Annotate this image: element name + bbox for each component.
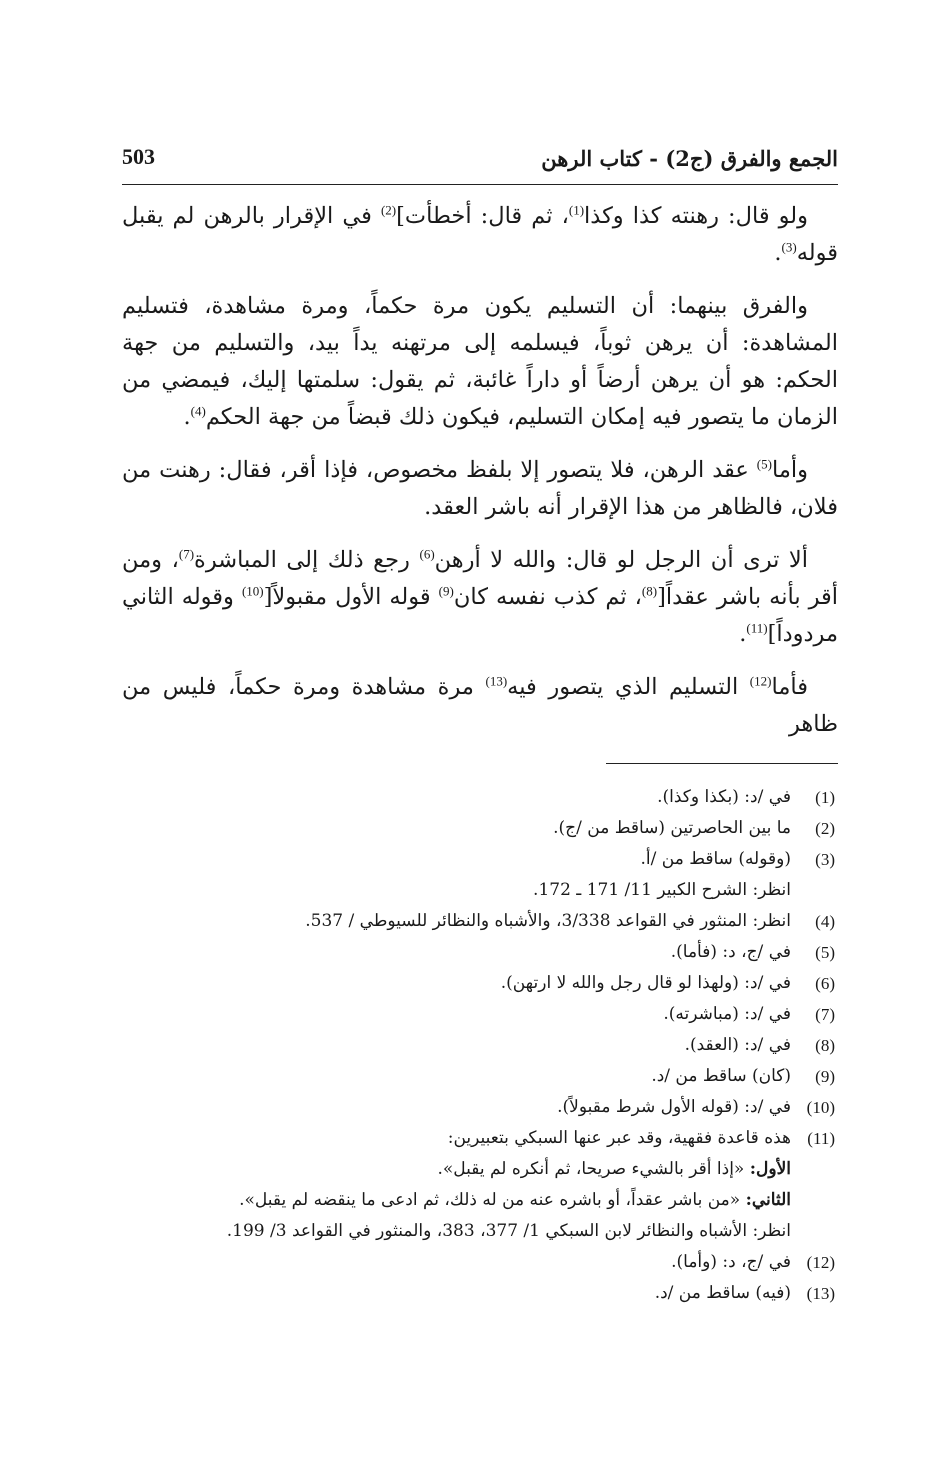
footnote-body — [122, 813, 791, 844]
footnote-text: انظر: الشرح الكبير 11/ 171 ـ 172. — [533, 880, 791, 900]
footnote-line — [122, 1030, 791, 1061]
footnote-text: في /ج، د: (فأما). — [670, 942, 791, 962]
book-page — [122, 136, 838, 1309]
footnote-number: (13) — [806, 1284, 835, 1303]
footnote — [122, 782, 835, 813]
footnote — [122, 937, 835, 968]
footnote-body — [122, 844, 791, 906]
footnote-number: (3) — [815, 850, 835, 869]
paragraph-text: ألا ترى أن الرجل لو قال: والله لا أرهن — [434, 547, 809, 573]
footnote-text: في /د: (مباشرته). — [663, 1004, 791, 1024]
footnote — [122, 999, 835, 1030]
footnote-label: الأول: — [749, 1159, 791, 1179]
paragraph-text: وأما — [771, 457, 808, 483]
paragraph-text: وقوله الثاني مردوداً] — [122, 584, 838, 647]
footnote-text: (فيه) ساقط من /د. — [654, 1283, 791, 1303]
footnote-ref: (6) — [419, 546, 435, 562]
footnote-body — [122, 937, 791, 968]
footnote-body — [122, 1123, 791, 1247]
header-rule — [122, 184, 838, 185]
footnote-text: في /د: (بكذا وكذا). — [657, 787, 791, 807]
footnote-line — [122, 1092, 791, 1123]
footnote-body — [122, 1247, 791, 1278]
footnote — [122, 813, 835, 844]
paragraph — [122, 542, 838, 653]
footnote-number: (12) — [806, 1253, 835, 1272]
footnote-body — [122, 968, 791, 999]
footnote-number: (11) — [807, 1129, 835, 1148]
footnote-text: ما بين الحاصرتين (ساقط من /ج). — [553, 818, 791, 838]
page-number: 503 — [122, 144, 155, 169]
footnote-ref: (8) — [641, 583, 658, 599]
footnote-number: (1) — [815, 788, 835, 807]
paragraph-text: ، ثم كذب نفسه كان — [453, 584, 642, 610]
footnote-ref: (11) — [746, 620, 768, 636]
footnote-text: هذه قاعدة فقهية، وقد عبر عنها السبكي بتعبيرين: — [447, 1128, 791, 1148]
footnote-ref: (7) — [178, 546, 195, 562]
paragraph-text: ، ثم قال: أخطأت] — [396, 203, 569, 229]
footnote-number: (2) — [815, 819, 835, 838]
paragraph-text: والفرق بينهما: أن التسليم يكون مرة حكماً، ومرة مشاهدة، فتسليم المشاهدة: أن يرهن ثوباً، فيسلمه إلى مرتهنه يداً بيد، والتسليم من جهة الحكم: هو أن يرهن أرضاً أو داراً غائبة، ثم يقول: سلمتها إليك، فيمضي من الزمان ما يتصور فيه إمكان التسليم، فيكون ذلك قبضاً من جهة الحكم — [122, 293, 838, 430]
footnote-label: الثاني: — [745, 1190, 791, 1210]
footnote-body — [122, 1278, 791, 1309]
footnote-separator — [606, 763, 838, 764]
footnote-number: (8) — [815, 1036, 835, 1055]
footnote-text: في /د: (قوله الأول شرط مقبولاً). — [557, 1097, 791, 1117]
paragraph-text: التسليم الذي يتصور فيه — [507, 674, 750, 700]
footnote-body — [122, 999, 791, 1030]
paragraph-text: ولو قال: رهنته كذا وكذا — [584, 203, 809, 229]
footnote-line — [122, 782, 791, 813]
footnote-line — [122, 1247, 791, 1278]
footnote-line — [122, 813, 791, 844]
running-title: الجمع والفرق (ج2) - كتاب الرهن — [541, 146, 838, 171]
footnote-line — [122, 1154, 791, 1185]
footnote-number: (9) — [815, 1067, 835, 1086]
footnote-number: (10) — [806, 1098, 835, 1117]
footnote-ref: (1) — [568, 202, 585, 218]
footnote — [122, 844, 835, 906]
footnote-number: (4) — [815, 912, 835, 931]
footnote — [122, 1278, 835, 1309]
paragraph-text: قوله الأول مقبولاً[ — [263, 584, 439, 610]
paragraph — [122, 288, 838, 436]
footnote-text: (كان) ساقط من /د. — [651, 1066, 791, 1086]
footnote — [122, 1092, 835, 1123]
footnote-text: في /ج، د: (وأما). — [671, 1252, 791, 1272]
footnote-line — [122, 1123, 791, 1154]
footnote-body — [122, 1030, 791, 1061]
footnote — [122, 1247, 835, 1278]
paragraph-text: في الإقرار بالرهن لم يقبل قوله — [122, 203, 838, 266]
footnote-number: (5) — [815, 943, 835, 962]
footnote — [122, 1061, 835, 1092]
footnote-ref: (10) — [241, 583, 264, 599]
footnote-body — [122, 1061, 791, 1092]
footnote-text: «من باشر عقداً، أو باشره عنه من له ذلك، ثم ادعى ما ينقضه لم يقبل». — [239, 1190, 746, 1210]
main-text — [122, 198, 838, 743]
footnote-line — [122, 999, 791, 1030]
footnote-line — [122, 968, 791, 999]
page-header — [122, 136, 838, 180]
footnote-body — [122, 782, 791, 813]
paragraph-text: ، ومن أقر بأنه باشر عقداً[ — [122, 547, 838, 610]
footnote-ref: (2) — [380, 202, 397, 218]
paragraph-text: . — [183, 404, 191, 430]
footnote-text: انظر: المنثور في القواعد 3/338، والأشباه والنظائر للسيوطي / 537. — [305, 911, 791, 931]
footnotes — [122, 782, 838, 1309]
footnote-ref: (5) — [756, 456, 772, 472]
footnote-line — [122, 1278, 791, 1309]
footnote-line — [122, 875, 791, 906]
footnote-text: في /د: (ولهذا لو قال رجل والله لا ارتهن). — [500, 973, 791, 993]
footnote-ref: (3) — [781, 239, 797, 255]
footnote-ref: (13) — [485, 673, 508, 689]
paragraph-text: رجع ذلك إلى المباشرة — [194, 547, 420, 573]
paragraph-text: . — [774, 240, 782, 266]
footnote-line — [122, 1185, 791, 1216]
footnote-line — [122, 1061, 791, 1092]
paragraph — [122, 452, 838, 526]
footnote-text: في /د: (العقد). — [684, 1035, 791, 1055]
paragraph-text: عقد الرهن، فلا يتصور إلا بلفظ مخصوص، فإذا أقر، فقال: رهنت من فلان، فالظاهر من هذا الإقرار أنه باشر العقد. — [122, 457, 838, 520]
paragraph — [122, 669, 838, 743]
paragraph-text: . — [739, 621, 747, 647]
footnote — [122, 906, 835, 937]
footnote-ref: (4) — [190, 403, 206, 419]
paragraph-text: فأما — [771, 674, 808, 700]
footnote-line — [122, 906, 791, 937]
footnote — [122, 1030, 835, 1061]
footnote-line — [122, 844, 791, 875]
footnote-body — [122, 1092, 791, 1123]
footnote-body — [122, 906, 791, 937]
footnote-ref: (9) — [438, 583, 454, 599]
footnote-number: (6) — [815, 974, 835, 993]
paragraph-text: مرة مشاهدة ومرة حكماً، فليس من ظاهر — [122, 674, 838, 737]
footnote-text: انظر: الأشباه والنظائر لابن السبكي 1/ 377، 383، والمنثور في القواعد 3/ 199. — [226, 1221, 791, 1241]
footnote-text: (وقوله) ساقط من /أ. — [640, 849, 791, 869]
footnote — [122, 968, 835, 999]
footnote-ref: (12) — [749, 673, 772, 689]
footnote-line — [122, 937, 791, 968]
paragraph — [122, 198, 838, 272]
footnote-line — [122, 1216, 791, 1247]
footnote — [122, 1123, 835, 1247]
footnote-number: (7) — [815, 1005, 835, 1024]
footnote-text: «إذا أقر بالشيء صريحا، ثم أنكره لم يقبل». — [437, 1159, 750, 1179]
